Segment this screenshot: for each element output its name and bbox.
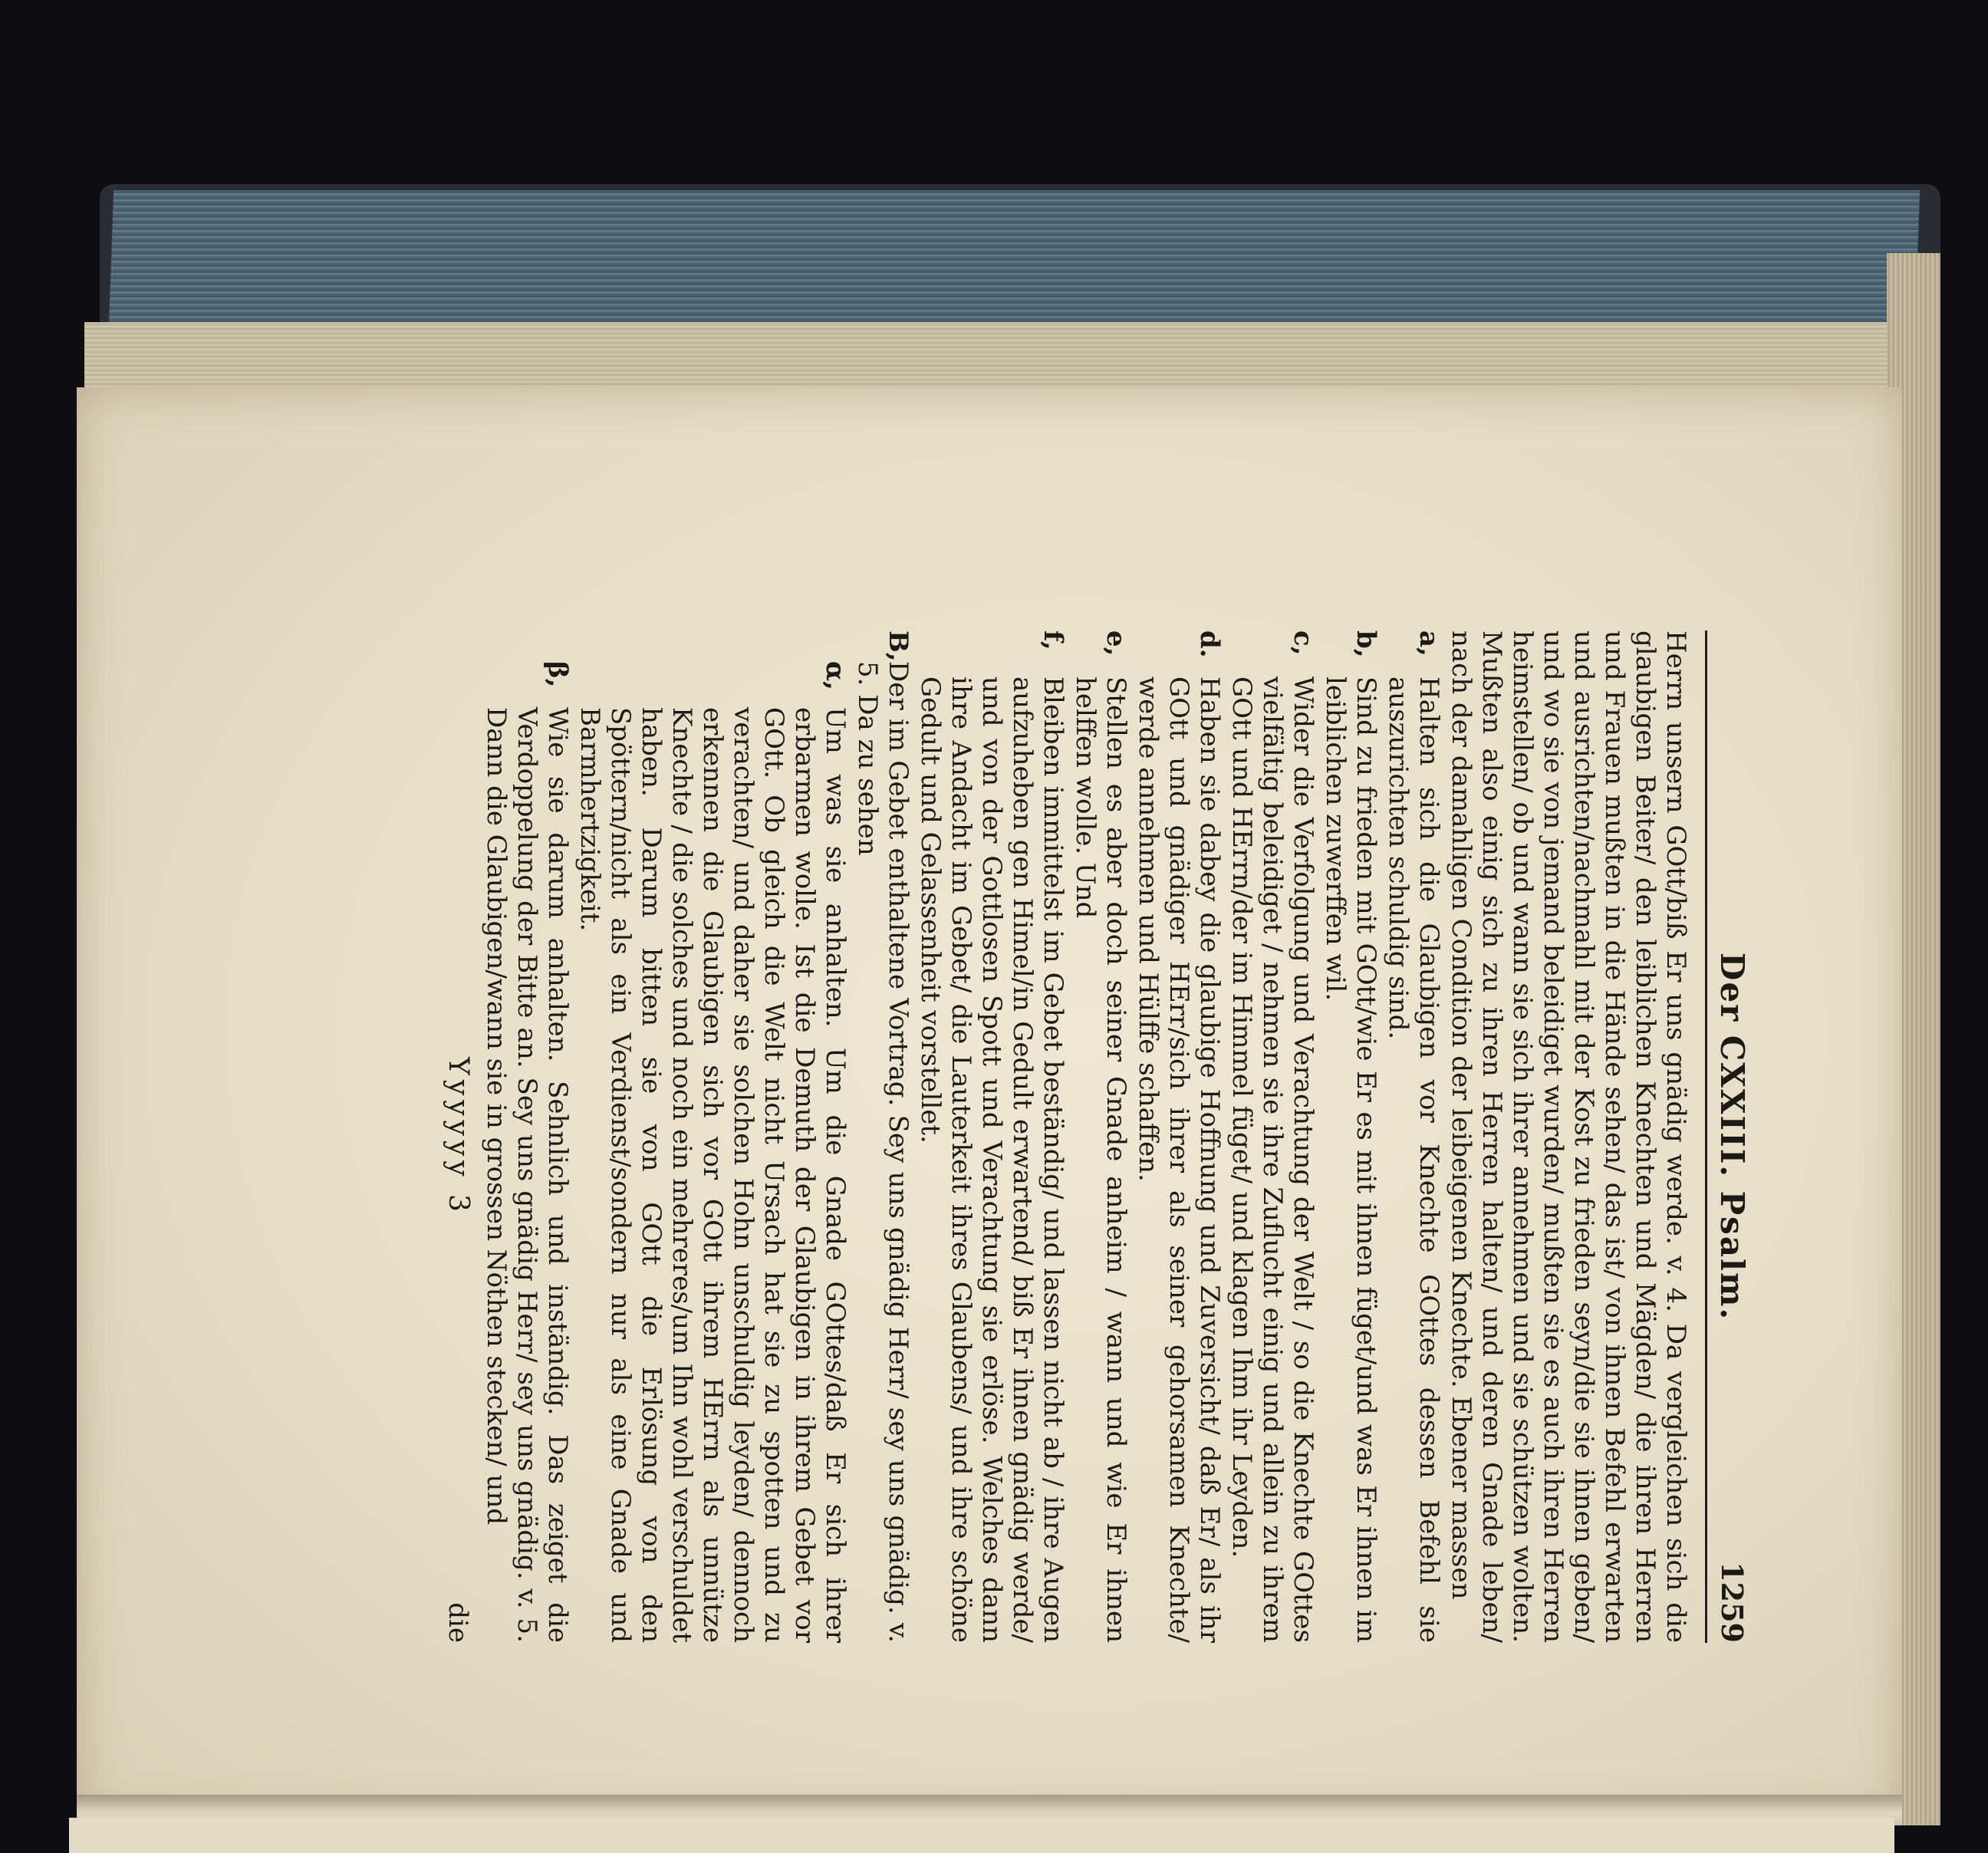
subsection-text: Um was sie anhalten. Um die Gnade GOttes/daß Er sich ihrer erbarmen wolle. Ist die Demuth der Glaubigen in ihrem Gebet vor GOtt. Ob gleich die Welt nicht Ursach hat sie zu spotten und zu verachten/ und daher sie solchen Hohn unschuldig leyden/ dennoch erkennen die Glaubigen sich vor GOtt ihrem HErrn als unnütze Knechte / die solches und noch ein mehreres/um Ihn wohl verschuldet haben. Darum bitten sie von GOtt die Erlösung von den Spöttern/nicht als ein Verdienst/sondern nur als eine Gnade und Barmhertzigkeit. (574, 707, 851, 1643)
section-text: Der im Gebet enthaltene Vortrag. Sey uns gnädig Herr/ sey uns gnädig. v. 5. Da zu sehen (852, 661, 913, 1643)
list-item-text: Stellen es aber doch seiner Gnade anheim / wann und wie Er ihnen helffen wolle. Und (1070, 676, 1131, 1643)
page-block-edge-cream (84, 322, 1917, 391)
list-item (1226, 630, 1318, 1643)
signature-mark: Yyyyyy 3 (443, 1057, 474, 1216)
subsection-marker: α, (820, 661, 851, 691)
list-item-text: Sind zu frieden mit GOtt/wie Er es mit ihnen füget/und was Er ihnen im leiblichen zuwerffen wil. (1320, 676, 1381, 1643)
page-block-edge (109, 190, 1920, 328)
section-marker: B, (883, 630, 913, 662)
list-item (1070, 630, 1131, 1643)
subsection-text: Wie sie darum anhalten. Sehnlich und inständig. Das zeiget die Verdoppelung der Bitte an. Sey uns gnädig Herr/ sey uns gnädig. v. 5. Dann die Glaubigen/wann sie in grossen Nöthen stecken/ und (481, 707, 573, 1643)
page-number: 1259 (1715, 1562, 1749, 1643)
facing-page-edge (69, 1818, 1894, 1853)
running-title: Der CXXIII. Psalm. (1713, 952, 1751, 1321)
subsection-marker: β, (542, 661, 573, 688)
list-item-text: Wider die Verfolgung und Verachtung der Welt / so die Knechte GOttes vielfältig beleidiget / nehmen sie ihre Zuflucht einig und allein zu ihrem GOtt und HErrn/der im Himmel füget/ und klagen Ihm ihr Leyden. (1226, 676, 1318, 1643)
subsection-beta (481, 630, 573, 1643)
list-marker: c, (1288, 630, 1318, 656)
list-item (915, 630, 1068, 1643)
list-marker: a, (1414, 630, 1444, 657)
running-header (1705, 630, 1751, 1643)
page-text-block (221, 630, 1751, 1643)
list-marker: b, (1351, 630, 1381, 658)
list-item-text: Bleiben immittelst im Gebet beständig/ und lassen nicht ab / ihre Augen aufzuheben gen Himel/in Gedult erwartend/ biß Er ihnen gnädig werde/ und von der Gottlosen Spott und Verachtung sie erlöse. Welches dann ihre Andacht im Gebet/ die Lauterkeit ihres Glaubens/ und ihre schöne Gedult und Gelassenheit vorstellet. (915, 676, 1068, 1643)
section-b (852, 630, 913, 1643)
list-marker: f, (1038, 630, 1068, 650)
list-item (1383, 630, 1444, 1643)
list-item (1133, 630, 1225, 1643)
list-item (1320, 630, 1381, 1643)
list-marker: d. (1194, 630, 1225, 658)
subsection-alpha (574, 630, 851, 1643)
list-item-text: Halten sich die Glaubigen vor Knechte GOttes dessen Befehl sie auszurichten schuldig sind. (1383, 676, 1444, 1643)
catchword: die (443, 1602, 473, 1643)
list-item-text: Haben sie dabey die glaubige Hoffnung und Zuversicht/ daß Er/ als ihr GOtt und gnädiger HErr/sich ihrer als seiner gehorsamen Knechte/ werde annehmen und Hülffe schaffen. (1133, 676, 1225, 1643)
list-marker: e, (1101, 630, 1131, 657)
intro-paragraph: Herrn unsern GOtt/biß Er uns gnädig werde. v. 4. Da vergleichen sich die glaubigen Beiter/ den leiblichen Knechten und Mägden/ die ihren Herren und Frauen mußten in die Hände sehen/ das ist/ von ihnen Befehl erwarten und ausrichten/nachmahl mit der Kost zu frieden seyn/die sie ihnen geben/ und wo sie von jemand beleidiget wurden/ mußten sie es auch ihren Herren heimstellen/ ob und wann sie sich ihrer annehmen und sie schützen wolten. Mußten also einig sich zu ihren Herren halten/ und deren Gnade leben/ nach der damahligen Condition der leibeigenen Knechte. Ebener massen (1446, 630, 1691, 1643)
